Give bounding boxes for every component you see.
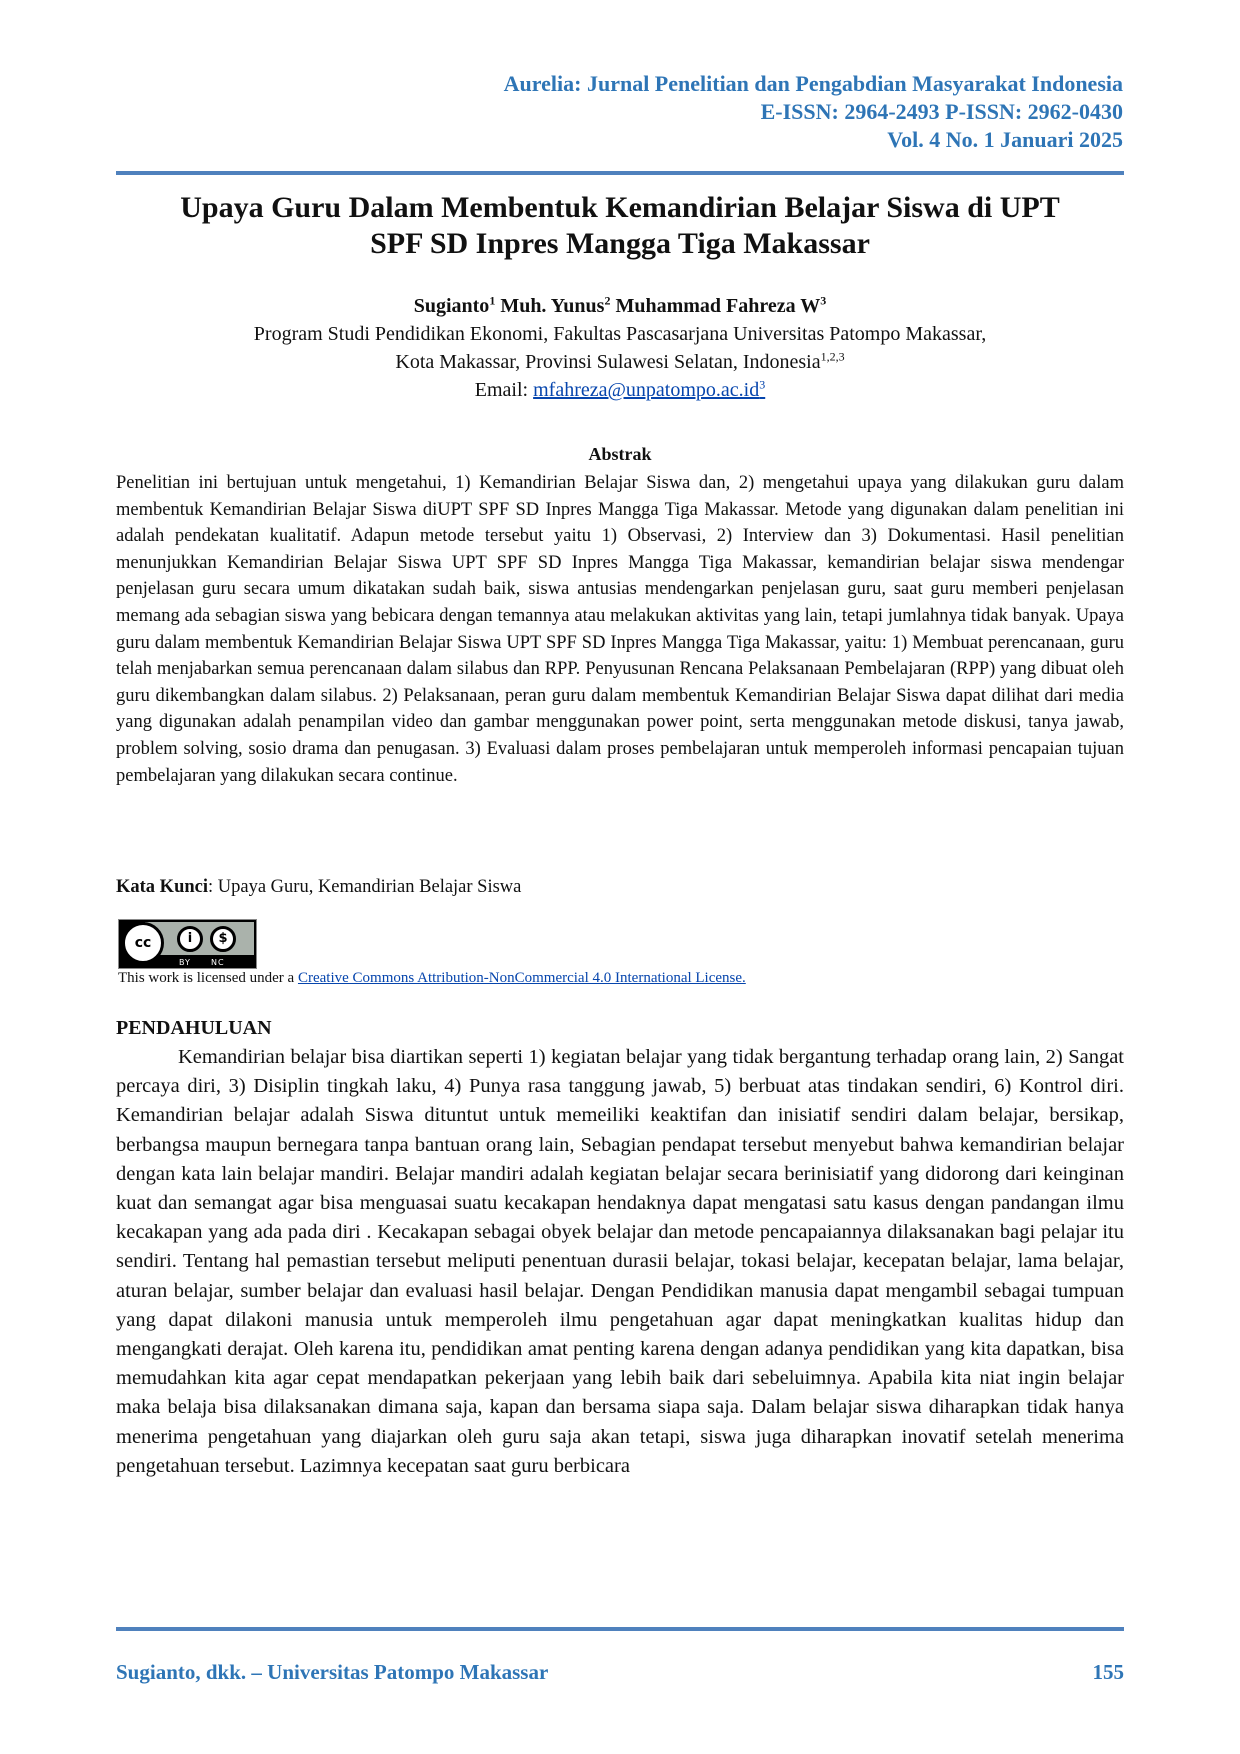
affiliation-line-2: Kota Makassar, Provinsi Sulawesi Selatan, Indonesia [395, 351, 821, 373]
author-name: Muh. Yunus [500, 295, 605, 317]
title-line-2: SPF SD Inpres Mangga Tiga Makassar [370, 227, 870, 260]
footer-rule [116, 1627, 1124, 1631]
license-prefix: This work is licensed under a [118, 970, 298, 986]
affiliation-sup: 1,2,3 [820, 349, 845, 364]
author-name: Muhammad Fahreza W [615, 295, 821, 317]
author-list [116, 293, 1124, 319]
issn-line: E-ISSN: 2964-2493 P-ISSN: 2962-0430 [760, 99, 1123, 124]
affiliation-line-1: Program Studi Pendidikan Ekonomi, Fakultas Pascasarjana Universitas Patompo Makassar, [253, 323, 987, 345]
header-rule [116, 171, 1124, 175]
section-body: Kemandirian belajar bisa diartikan seperti 1) kegiatan belajar yang tidak bergantung terhadap orang lain, 2) Sangat percaya diri, 3) Disiplin tingkah laku, 4) Punya rasa tanggung jawab, 5) berbuat atas tindakan sendiri, 6) Kontrol diri. Kemandirian belajar adalah Siswa dituntut untuk memeiliki keaktifan dan inisiatif sendiri dalam belajar, bersikap, berbangsa maupun bernegara tanpa bantuan orang lain, Sebagian pendapat tersebut menyebut bahwa kemandirian belajar dengan kata lain belajar mandiri. Belajar mandiri adalah kegiatan belajar secara berinisiatif yang didorong dari keinginan kuat dan semangat agar bisa menguasai suatu kecakapan hendaknya dapat mengatasi satu kasus dengan pandangan ilmu kecakapan yang ada pada diri . Kecakapan sebagai obyek belajar dan metode pencapaiannya dilaksanakan bagi pelajar itu sendiri. Tentang hal pemastian tersebut meliputi penentuan durasii belajar, tokasi belajar, kecepatan belajar, lama belajar, aturan belajar, sumber belajar dan evaluasi hasil belajar. Dengan Pendidikan manusia dapat mengambil sebagai tumpuan yang dapat dilakoni manusia untuk memperoleh ilmu pengetahuan agar dapat meningkatkan kualitas hidup dan mengangkati derajat. Oleh karena itu, pendidikan amat penting karena dengan adanya pendidikan yang kita dapatkan, bisa memudahkan kita agar cepat mendapatkan pekerjaan yang lebih baik dari sebeluimnya. Apabila kita niat ingin belajar maka belaja bisa dilaksanakan dimana saja, kapan dan bersama siapa saja. Dalam belajar siswa diharapkan tidak hanya menerima pengetahuan yang diajarkan oleh guru saja akan tetapi, siswa juga diharapkan inovatif setelah menerima pengetahuan tersebut. Lazimnya kecepatan saat guru berbicara [116, 1046, 1124, 1477]
keywords [116, 877, 521, 898]
author-sup: 1 [489, 293, 496, 308]
title-line-1: Upaya Guru Dalam Membentuk Kemandirian Belajar Siswa di UPT [180, 191, 1060, 224]
volume-line: Vol. 4 No. 1 Januari 2025 [887, 127, 1123, 152]
journal-name: Aurelia: Jurnal Penelitian dan Pengabdian Masyarakat Indonesia [503, 71, 1123, 96]
abstract-text: Penelitian ini bertujuan untuk mengetahui, 1) Kemandirian Belajar Siswa dan, 2) mengetahui upaya yang dilakukan guru dalam membentuk Kemandirian Belajar Siswa diUPT SPF SD Inpres Mangga Tiga Makassar. Metode yang digunakan dalam penelitian ini adalah pendekatan kualitatif. Adapun metode tersebut yaitu 1) Observasi, 2) Interview dan 3) Dokumentasi. Hasil penelitian menunjukkan Kemandirian Belajar Siswa UPT SPF SD Inpres Mangga Tiga Makassar, kemandirian belajar siswa mendengar penjelasan guru secara umum dikatakan sudah baik, siswa antusias mendengarkan penjelasan guru, saat guru memberi penjelasan memang ada sebagian siswa yang bebicara dengan temannya atau melakukan aktivitas yang lain, tetapi jumlahnya tidak banyak. Upaya guru dalam membentuk Kemandirian Belajar Siswa UPT SPF SD Inpres Mangga Tiga Makassar, yaitu: 1) Membuat perencanaan, guru telah menjabarkan semua perencanaan dalam silabus dan RPP. Penyusunan Rencana Pelaksanaan Pembelajaran (RPP) yang dibuat oleh guru dikembangkan dalam silabus. 2) Pelaksanaan, peran guru dalam membentuk Kemandirian Belajar Siswa dapat dilihat dari media yang digunakan adalah penampilan video dan gambar menggunakan power point, serta menggunakan metode diskusi, tanya jawab, problem solving, sosio drama dan penugasan. 3) Evaluasi dalam proses pembelajaran untuk memperoleh informasi pencapaian tujuan pembelajaran yang dilakukan secara continue. [116, 473, 1124, 786]
cc-icon: cc [122, 922, 164, 964]
license-notice [118, 970, 746, 987]
affiliation [116, 320, 1124, 404]
author-sup: 3 [820, 293, 827, 308]
author-name: Sugianto [413, 295, 490, 317]
page-number: 155 [1092, 1660, 1124, 1684]
section-heading: PENDAHULUAN [116, 1017, 272, 1039]
email-label: Email: [474, 379, 534, 401]
abstract-heading: Abstrak [588, 444, 652, 464]
attribution-icon: i [177, 926, 203, 952]
license-link[interactable]: Creative Commons Attribution-NonCommercial 4.0 International License. [297, 970, 746, 986]
footer-authors: Sugianto, dkk. – Universitas Patompo Makassar [116, 1660, 549, 1684]
article-title [116, 190, 1124, 262]
author-sup: 2 [604, 293, 611, 308]
running-header [504, 70, 1123, 154]
keywords-value: : Upaya Guru, Kemandirian Belajar Siswa [208, 877, 522, 897]
running-footer [116, 1660, 1124, 1685]
by-label: BY [179, 958, 191, 967]
noncommercial-icon: $ [210, 926, 236, 952]
email-link[interactable]: $mfahreza@unpatompo.ac.id^3$ [533, 377, 766, 401]
keywords-label: Kata Kunci [116, 877, 208, 897]
cc-by-nc-badge[interactable] [118, 919, 257, 969]
nc-label: NC [211, 958, 225, 967]
